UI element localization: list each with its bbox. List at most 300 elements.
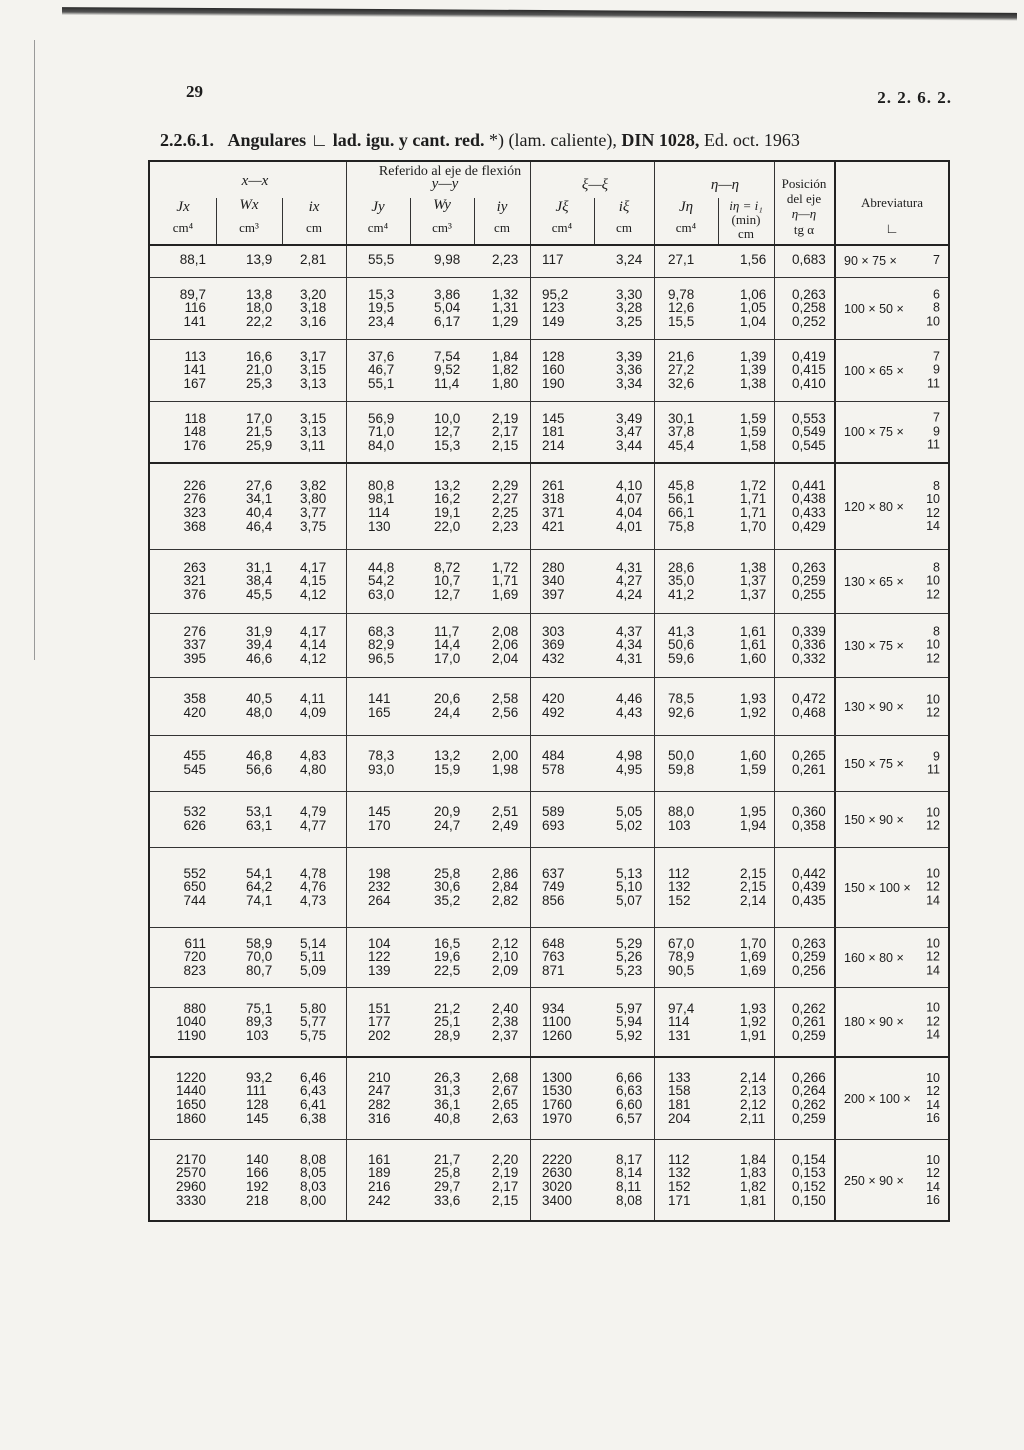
- thickness-value: 10: [926, 1000, 940, 1015]
- cell-ixi: [616, 561, 642, 602]
- cell-value: 103: [246, 1027, 269, 1043]
- cell-value: 88,1: [179, 252, 206, 268]
- cell-value: 218: [246, 1192, 269, 1208]
- cell-value: 0,261: [792, 761, 826, 777]
- cell-jx: [156, 1071, 206, 1125]
- cell-value: 5,09: [300, 962, 327, 978]
- cell-value: 30,6: [434, 879, 461, 895]
- cell-jeta: [668, 479, 694, 533]
- cell-wx: [246, 805, 272, 832]
- cell-value: 0,258: [792, 300, 826, 316]
- cell-value: 276: [183, 491, 206, 507]
- cell-value: 1,61: [740, 623, 767, 639]
- table-row: [150, 1140, 948, 1222]
- cell-wx: [246, 412, 272, 453]
- cell-value: 282: [368, 1096, 391, 1112]
- cell-value: 1,71: [740, 491, 767, 507]
- thickness-value: 14: [926, 893, 940, 908]
- cell-iy: [492, 412, 518, 453]
- cell-value: 0,266: [792, 1069, 826, 1085]
- cell-jeta: [668, 1002, 694, 1043]
- abbreviation-thickness: [927, 750, 940, 777]
- cell-value: 5,26: [616, 949, 643, 965]
- cell-value: 303: [542, 623, 565, 639]
- header-jy: Jy: [371, 199, 385, 215]
- cell-value: 3,80: [300, 491, 327, 507]
- cell-value: 3400: [542, 1192, 573, 1208]
- cell-value: 0,255: [792, 586, 826, 602]
- cell-value: 59,8: [668, 761, 695, 777]
- header-jxi: Jξ: [555, 199, 569, 215]
- cell-value: 45,4: [668, 437, 695, 453]
- cell-value: 148: [183, 424, 206, 440]
- cell-ix: [300, 288, 326, 329]
- cell-value: 455: [183, 748, 206, 764]
- cell-value: 27,2: [668, 362, 695, 378]
- cell-value: 0,252: [792, 313, 826, 329]
- abbreviation-base: 130 × 65 ×: [844, 574, 904, 589]
- abbreviation-thickness: [926, 867, 940, 908]
- cell-value: 2,63: [492, 1110, 519, 1126]
- cell-value: 4,43: [616, 704, 643, 720]
- cell-value: 0,410: [792, 375, 826, 391]
- thickness-value: 14: [926, 1179, 940, 1194]
- cell-ieta: [740, 253, 766, 267]
- table-row: [150, 848, 948, 928]
- cell-value: 63,0: [368, 586, 395, 602]
- cell-value: 0,259: [792, 1110, 826, 1126]
- cell-value: 88,0: [668, 804, 695, 820]
- cell-value: 16,5: [434, 935, 461, 951]
- cell-value: 24,7: [434, 817, 461, 833]
- cell-value: 59,6: [668, 650, 695, 666]
- cell-jy: [368, 867, 391, 908]
- cell-value: 2630: [542, 1165, 573, 1181]
- cell-value: 210: [368, 1069, 391, 1085]
- cell-value: 0,152: [792, 1178, 826, 1194]
- table-row: [150, 928, 948, 988]
- abbreviation-cell: [836, 736, 948, 791]
- cell-value: 1,71: [492, 573, 519, 589]
- cell-iy: [492, 749, 518, 776]
- cell-value: 4,14: [300, 637, 327, 653]
- cell-value: 626: [183, 817, 206, 833]
- thickness-value: 12: [926, 1083, 940, 1098]
- cell-value: 17,0: [246, 410, 273, 426]
- table-row: [150, 736, 948, 792]
- cell-value: 0,259: [792, 949, 826, 965]
- cell-jxi: [542, 288, 568, 329]
- cell-jx: [156, 479, 206, 533]
- cell-ixi: [616, 1002, 642, 1043]
- cell-value: 113: [184, 348, 206, 364]
- thickness-value: 10: [926, 314, 940, 329]
- cell-value: 856: [542, 892, 565, 908]
- cell-wx: [246, 561, 272, 602]
- cell-value: 2,38: [492, 1014, 519, 1030]
- cell-value: 131: [668, 1027, 691, 1043]
- cell-value: 75,8: [668, 518, 695, 534]
- cell-value: 3,13: [300, 375, 327, 391]
- cell-value: 4,80: [300, 761, 327, 777]
- cell-value: 2,81: [300, 252, 327, 268]
- cell-value: 40,8: [434, 1110, 461, 1126]
- cell-tg: [792, 288, 826, 329]
- cell-value: 4,17: [300, 559, 327, 575]
- cell-value: 1,38: [740, 375, 767, 391]
- cell-iy: [492, 288, 518, 329]
- cell-wy: [434, 1071, 460, 1125]
- cell-jeta: [668, 749, 694, 776]
- cell-value: 1970: [542, 1110, 573, 1126]
- margin-mark: [34, 40, 35, 660]
- cell-value: 4,10: [616, 477, 643, 493]
- cell-value: 2570: [175, 1165, 206, 1181]
- cell-wy: [434, 805, 460, 832]
- cell-value: 0,259: [792, 1027, 826, 1043]
- cell-value: 4,46: [616, 691, 643, 707]
- cell-value: 1100: [542, 1014, 572, 1030]
- cell-value: 318: [542, 491, 565, 507]
- cell-value: 0,441: [792, 477, 826, 493]
- table-row: [150, 614, 948, 678]
- cell-value: 21,7: [434, 1151, 461, 1167]
- abbreviation-thickness: [926, 561, 940, 602]
- abbreviation-cell: [836, 928, 948, 987]
- thickness-value: 14: [926, 963, 940, 978]
- cell-value: 247: [368, 1083, 391, 1099]
- cell-value: 92,6: [668, 704, 695, 720]
- cell-value: 1,05: [740, 300, 767, 316]
- header-referido: Referido al eje de flexión: [378, 164, 522, 179]
- header-yy: y—y: [431, 176, 459, 192]
- title-main: Angulares ∟ lad. igu. y cant. red.: [227, 130, 485, 150]
- cell-tg: [792, 1071, 826, 1125]
- cell-value: 151: [368, 1000, 391, 1016]
- cell-value: 2170: [175, 1151, 206, 1167]
- scan-edge: [62, 7, 1017, 21]
- cell-value: 3,39: [616, 348, 643, 364]
- cell-value: 2,19: [492, 1165, 519, 1181]
- cell-value: 4,12: [300, 650, 327, 666]
- cell-wx: [246, 350, 272, 391]
- cell-value: 2,14: [740, 1069, 767, 1085]
- cell-value: 132: [668, 879, 691, 895]
- header-subsep: [594, 198, 595, 244]
- cell-ixi: [616, 625, 642, 666]
- cell-value: 116: [184, 300, 206, 316]
- header-jy-unit: cm⁴: [367, 220, 389, 235]
- abbreviation-cell: [836, 1058, 948, 1139]
- cell-wy: [434, 561, 460, 602]
- cell-value: 145: [246, 1110, 269, 1126]
- abbreviation-base: 150 × 90 ×: [844, 812, 904, 827]
- cell-value: 6,43: [300, 1083, 327, 1099]
- thickness-value: 10: [926, 1152, 940, 1167]
- cell-value: 5,23: [616, 962, 643, 978]
- cell-wy: [434, 867, 460, 908]
- cell-value: 1,70: [740, 935, 767, 951]
- cell-value: 1,95: [740, 804, 767, 820]
- cell-value: 1,92: [740, 704, 767, 720]
- cell-value: 25,8: [434, 1165, 461, 1181]
- cell-jxi: [542, 479, 565, 533]
- cell-value: 0,263: [792, 286, 826, 302]
- cell-jx: [156, 625, 206, 666]
- cell-jeta: [668, 412, 694, 453]
- cell-value: 170: [368, 817, 391, 833]
- cell-value: 17,0: [434, 650, 461, 666]
- cell-value: 67,0: [668, 935, 695, 951]
- cell-value: 1220: [175, 1069, 206, 1085]
- thickness-value: 8: [933, 300, 940, 315]
- cell-value: 4,01: [616, 518, 643, 534]
- abbreviation-cell: [836, 340, 948, 401]
- cell-wy: [434, 350, 460, 391]
- cell-wy: [434, 692, 460, 719]
- cell-value: 368: [183, 518, 206, 534]
- cell-value: 376: [183, 586, 206, 602]
- cell-value: 5,04: [434, 300, 461, 316]
- cell-jx: [156, 288, 206, 329]
- abbreviation-cell: [836, 678, 948, 735]
- cell-value: 20,6: [434, 691, 461, 707]
- cell-jeta: [668, 937, 694, 978]
- cell-value: 8,08: [616, 1192, 643, 1208]
- header-abbreviation: Abreviatura: [860, 195, 924, 210]
- cell-iy: [492, 937, 518, 978]
- header-subsep: [216, 198, 217, 244]
- cell-jx: [156, 749, 206, 776]
- cell-jx: [156, 350, 206, 391]
- cell-value: 158: [668, 1083, 691, 1099]
- thickness-value: 10: [926, 936, 940, 951]
- cell-value: 371: [542, 504, 565, 520]
- abbreviation-thickness: [927, 412, 940, 453]
- cell-value: 21,0: [246, 362, 273, 378]
- cell-value: 2,12: [740, 1096, 767, 1112]
- cell-value: 3,28: [616, 300, 643, 316]
- cell-value: 0,549: [792, 424, 826, 440]
- header-ixi: iξ: [618, 199, 630, 215]
- cell-value: 1,92: [740, 1014, 767, 1030]
- cell-value: 66,1: [668, 504, 695, 520]
- thickness-value: 12: [926, 587, 940, 602]
- thickness-value: 7: [933, 410, 940, 425]
- cell-jxi: [542, 253, 564, 267]
- cell-value: 166: [246, 1165, 269, 1181]
- table-row: [150, 1058, 948, 1140]
- header-subsep: [474, 198, 475, 244]
- cell-value: 1,93: [740, 1000, 767, 1016]
- cell-value: 192: [246, 1178, 269, 1194]
- cell-value: 4,73: [300, 892, 327, 908]
- cell-value: 24,4: [434, 704, 461, 720]
- cell-jeta: [668, 1071, 691, 1125]
- cell-value: 1,84: [740, 1151, 767, 1167]
- cell-ieta: [740, 692, 766, 719]
- cell-value: 5,97: [616, 1000, 643, 1016]
- cell-value: 4,15: [300, 573, 327, 589]
- cell-value: 492: [542, 704, 565, 720]
- cell-value: 2,14: [740, 892, 767, 908]
- cell-value: 25,3: [246, 375, 273, 391]
- cell-tg: [792, 1153, 826, 1207]
- cell-value: 39,4: [246, 637, 273, 653]
- cell-value: 112: [668, 1151, 690, 1167]
- cell-value: 1,58: [740, 437, 767, 453]
- cell-value: 0,439: [792, 879, 826, 895]
- thickness-value: 8: [933, 624, 940, 639]
- cell-jeta: [668, 288, 694, 329]
- cell-value: 9,78: [668, 286, 695, 302]
- cell-value: 14,4: [434, 637, 461, 653]
- header-angle-icon: ∟: [885, 222, 899, 237]
- cell-value: 8,14: [616, 1165, 643, 1181]
- cell-value: 3,47: [616, 424, 643, 440]
- cell-jxi: [542, 350, 565, 391]
- cell-value: 0,153: [792, 1165, 826, 1181]
- cell-iy: [492, 1153, 518, 1207]
- abbreviation-thickness: [926, 806, 940, 833]
- cell-value: 420: [183, 704, 206, 720]
- cell-wy: [434, 1002, 460, 1043]
- thickness-value: 10: [926, 866, 940, 881]
- cell-value: 6,63: [616, 1083, 643, 1099]
- cell-value: 578: [542, 761, 565, 777]
- table-row: [150, 678, 948, 736]
- cell-jy: [368, 937, 391, 978]
- cell-value: 3,36: [616, 362, 643, 378]
- cell-value: 2,13: [740, 1083, 767, 1099]
- thickness-value: 10: [926, 804, 940, 819]
- cell-value: 1,72: [740, 477, 767, 493]
- cell-value: 3,16: [300, 313, 327, 329]
- cell-value: 1,59: [740, 410, 767, 426]
- cell-value: 22,2: [246, 313, 273, 329]
- cell-value: 1,37: [740, 586, 767, 602]
- cell-value: 0,415: [792, 362, 826, 378]
- cell-value: 2,84: [492, 879, 519, 895]
- cell-ixi: [616, 350, 642, 391]
- abbreviation-base: 160 × 80 ×: [844, 950, 904, 965]
- header-etaeta: η—η: [710, 177, 740, 193]
- cell-value: 149: [542, 313, 565, 329]
- cell-value: 56,1: [668, 491, 695, 507]
- cell-iy: [492, 805, 518, 832]
- cell-value: 2,15: [740, 879, 767, 895]
- cell-value: 0,433: [792, 504, 826, 520]
- cell-value: 261: [542, 477, 565, 493]
- header-wx: Wx: [239, 197, 259, 213]
- cell-value: 823: [183, 962, 206, 978]
- cell-value: 6,57: [616, 1110, 643, 1126]
- thickness-value: 11: [927, 762, 940, 777]
- cell-value: 2,65: [492, 1096, 519, 1112]
- cell-iy: [492, 1071, 518, 1125]
- cell-ix: [300, 1153, 326, 1207]
- cell-value: 190: [542, 375, 565, 391]
- cell-value: 5,77: [300, 1014, 327, 1030]
- cell-jxi: [542, 1153, 572, 1207]
- cell-value: 55,1: [368, 375, 395, 391]
- cell-value: 2,51: [492, 804, 519, 820]
- cell-value: 45,8: [668, 477, 695, 493]
- abbreviation-thickness: [926, 288, 940, 329]
- cell-value: 4,95: [616, 761, 643, 777]
- cell-value: 2,49: [492, 817, 519, 833]
- cell-value: 226: [183, 477, 206, 493]
- cell-value: 5,13: [616, 865, 643, 881]
- cell-value: 2,58: [492, 691, 519, 707]
- cell-ixi: [616, 479, 642, 533]
- cell-value: 145: [368, 804, 391, 820]
- cell-value: 6,17: [434, 313, 461, 329]
- thickness-value: 14: [926, 1027, 940, 1042]
- cell-value: 53,1: [246, 804, 273, 820]
- cell-value: 637: [542, 865, 565, 881]
- cell-value: 6,38: [300, 1110, 327, 1126]
- cell-tg: [792, 749, 826, 776]
- cell-tg: [792, 937, 826, 978]
- page-number: 29: [186, 82, 203, 101]
- cell-value: 1260: [542, 1027, 573, 1043]
- cell-value: 37,6: [368, 348, 395, 364]
- cell-value: 369: [542, 637, 565, 653]
- header-pos-3: η—η: [791, 206, 817, 221]
- cell-ieta: [740, 867, 766, 908]
- abbreviation-base: 150 × 75 ×: [844, 756, 904, 771]
- abbreviation-cell: [836, 848, 948, 927]
- cell-value: 74,1: [246, 892, 273, 908]
- title-number: 2.2.6.1.: [160, 130, 214, 150]
- cell-ieta: [740, 1153, 766, 1207]
- cell-jy: [368, 692, 391, 719]
- cell-value: 70,0: [246, 949, 273, 965]
- table-row: [150, 340, 948, 402]
- cell-jy: [368, 479, 394, 533]
- table-row: [150, 550, 948, 614]
- cell-ieta: [740, 479, 766, 533]
- cell-value: 28,6: [668, 559, 695, 575]
- cell-value: 934: [542, 1000, 565, 1016]
- cell-value: 0,438: [792, 491, 826, 507]
- cell-value: 46,6: [246, 650, 273, 666]
- cell-value: 2220: [542, 1151, 573, 1167]
- cell-ix: [300, 1002, 326, 1043]
- cell-value: 31,9: [246, 623, 273, 639]
- cell-value: 84,0: [368, 437, 395, 453]
- cell-value: 95,2: [542, 286, 569, 302]
- cell-value: 165: [368, 704, 391, 720]
- cell-ieta: [740, 625, 766, 666]
- cell-wy: [434, 412, 460, 453]
- cell-ieta: [740, 937, 766, 978]
- cell-value: 152: [668, 1178, 691, 1194]
- cell-value: 1,56: [740, 252, 767, 268]
- cell-value: 2,23: [492, 518, 519, 534]
- cell-value: 4,98: [616, 748, 643, 764]
- cell-ixi: [616, 1153, 642, 1207]
- thickness-value: 14: [926, 519, 940, 534]
- cell-value: 48,0: [246, 704, 273, 720]
- cell-value: 5,02: [616, 817, 643, 833]
- cell-tg: [792, 479, 826, 533]
- cell-jy: [368, 1071, 391, 1125]
- abbreviation-cell: [836, 792, 948, 847]
- cell-value: 64,2: [246, 879, 273, 895]
- cell-value: 89,7: [179, 286, 206, 302]
